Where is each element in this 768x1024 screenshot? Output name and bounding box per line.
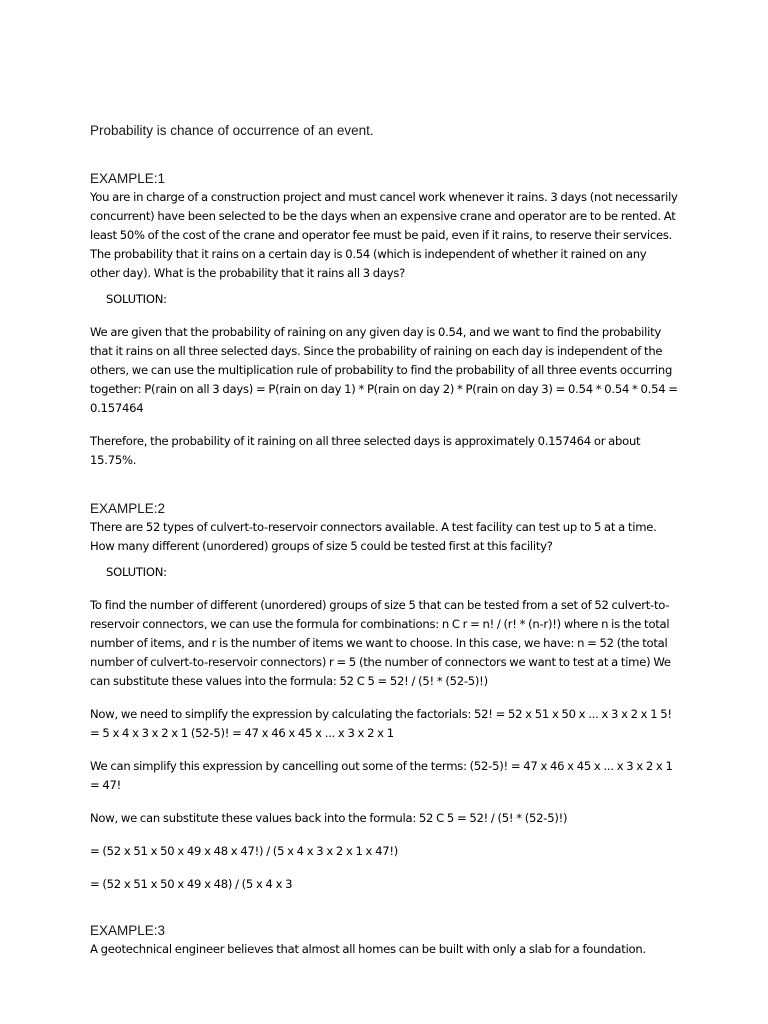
example-2-simplified-line: = (52 x 51 x 50 x 49 x 48) / (5 x 4 x 3 [90,877,293,891]
example-2-factorials-paragraph: Now, we need to simplify the expression by calculating the factorials: 52! = 52 x 51 x 50 x ... x 3 x 2 x 1 5! = 5 x 4 x 3 x 2 x 1 (52-5)! = 47 x 46 x 45 x ... x 3 x 2 x 1 [90,707,672,740]
example-2-heading: EXAMPLE:2 [90,501,166,516]
example-3-question: A geotechnical engineer believes that almost all homes can be built with only a slab for a foundation. [90,942,646,956]
example-1-question: You are in charge of a construction project and must cancel work whenever it rains. 3 days (not necessarily concurrent) have been selected to be the days when an expensive crane and operator are to be rented. At least 50% of the cost of the crane and operator fee must be paid, even if it rains, to reserve their services. The probability that it rains on a certain day is 0.54 (which is independent of whether it rained on any other day). What is the probability that it rains all 3 days? [90,190,678,280]
example-2 [90,500,678,894]
example-2-cancel-paragraph: We can simplify this expression by cancelling out some of the terms: (52-5)! = 47 x 46 x 45 x ... x 3 x 2 x 1 = 47! [90,759,673,792]
example-1 [90,170,678,470]
example-2-question: There are 52 types of culvert-to-reservoir connectors available. A test facility can test up to 5 at a time. How many different (unordered) groups of size 5 could be tested first at this facility? [90,520,657,553]
example-2-solution-label: SOLUTION: [106,565,167,579]
example-2-substitute-paragraph: Now, we can substitute these values back into the formula: 52 C 5 = 52! / (5! * (52-5)!) [90,811,568,825]
example-1-solution-label: SOLUTION: [106,292,167,306]
example-1-conclusion: Therefore, the probability of it raining on all three selected days is approximately 0.157464 or about 15.75%. [90,434,641,467]
example-3 [90,922,678,959]
example-2-solution-paragraph: To find the number of different (unordered) groups of size 5 that can be tested from a set of 52 culvert-to-reservoir connectors, we can use the formula for combinations: n C r = n! / (r! * (n-r)!) where n is the total number of items, and r is the number of items we want to choose. In this case, we have: n = 52 (the total number of culvert-to-reservoir connectors) r = 5 (the number of connectors we want to test at a time) We can substitute these values into the formula: 52 C 5 = 52! / (5! * (52-5)!) [90,598,671,688]
example-2-expansion-line: = (52 x 51 x 50 x 49 x 48 x 47!) / (5 x 4 x 3 x 2 x 1 x 47!) [90,844,399,858]
example-3-heading: EXAMPLE:3 [90,923,166,938]
example-1-solution-paragraph: We are given that the probability of raining on any given day is 0.54, and we want to find the probability that it rains on all three selected days. Since the probability of raining on each day is independent of the others, we can use the multiplication rule of probability to find the probability of all three events occurring together: P(rain on all 3 days) = P(rain on day 1) * P(rain on day 2) * P(rain on day 3) = 0.54 * 0.54 * 0.54 = 0.157464 [90,325,678,415]
example-1-heading: EXAMPLE:1 [90,171,166,186]
intro-text: Probability is chance of occurrence of an event. [90,123,374,138]
